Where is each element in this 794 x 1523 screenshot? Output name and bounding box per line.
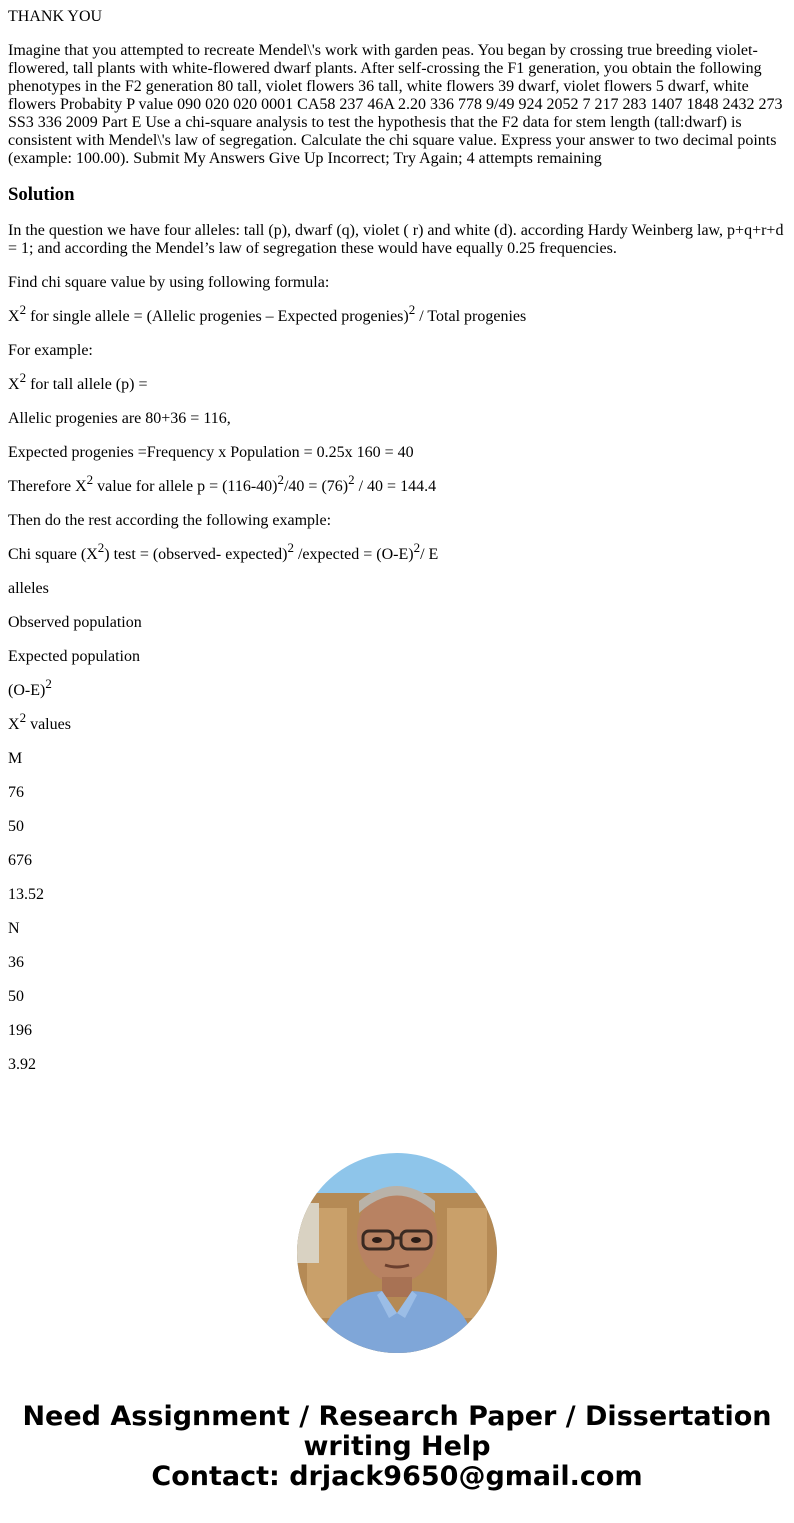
- tall-allele-line: $X^2$ for tall allele (p) =: [8, 369, 148, 393]
- expected-progenies-text: Expected progenies =Frequency x Population = 0.25x 160 = 40: [8, 444, 414, 461]
- assignment-help-banner: [0, 1402, 794, 1492]
- row-n-observed: 36: [8, 954, 24, 971]
- row-m-expected: 50: [8, 818, 24, 835]
- author-avatar: [297, 1153, 497, 1353]
- then-text: Then do the rest according the following example:: [8, 512, 332, 529]
- document-content: [8, 8, 786, 1090]
- banner-line-2: writing Help: [303, 1431, 491, 1462]
- chi-square-formula-line: Chi square $(X^2)$ test = (observed- expected)$^2$ /expected = $(O-E)^2/$ E: [8, 539, 439, 563]
- row-m-x2: 13.52: [8, 886, 44, 903]
- allelic-progenies-text: Allelic progenies are 80+36 = 116,: [8, 410, 231, 427]
- row-n-allele: N: [8, 920, 20, 937]
- thank-you-text: THANK YOU: [8, 8, 103, 25]
- row-m-observed: 76: [8, 784, 24, 801]
- formula-line: $X^2$ for single allele = (Allelic progenies – Expected progenies)$^2$ / Total progenies: [8, 301, 527, 325]
- banner-line-1: Need Assignment / Research Paper / Dissertation: [22, 1401, 772, 1432]
- row-n-oe: 196: [8, 1022, 32, 1039]
- row-n-expected: 50: [8, 988, 24, 1005]
- author-portrait-icon: [297, 1153, 497, 1353]
- table-header-alleles: alleles: [8, 580, 49, 597]
- find-chi-square-text: Find chi square value by using following formula:: [8, 274, 330, 291]
- row-m-oe: 676: [8, 852, 32, 869]
- banner-contact-line: Contact: drjack9650@gmail.com: [151, 1461, 643, 1492]
- table-header-observed: Observed population: [8, 614, 142, 631]
- table-header-oe: $(O-E)^2$: [8, 675, 52, 699]
- therefore-line: Therefore $X^2$ value for allele $p = (116-40)^2/40 = (76)^2 / 40 = 144.4$: [8, 471, 437, 495]
- solution-intro: In the question we have four alleles: tall (p), dwarf (q), violet ( r) and white (d). according Hardy Weinberg law, p+q+r+d = 1; and according the Mendel’s law of segregation these would have equally 0.25 frequencies.: [8, 222, 784, 257]
- row-m-allele: M: [8, 750, 23, 767]
- question-text: Imagine that you attempted to recreate Mendel\'s work with garden peas. You began by crossing true breeding violet-flowered, tall plants with white-flowered dwarf plants. After self-crossing the F1 generation, you obtain the following phenotypes in the F2 generation 80 tall, violet flowers 36 tall, white flowers 39 dwarf, violet flowers 5 dwarf, white flowers Probabity P value 090 020 020 0001 CA58 237 46A 2.20 336 778 9/49 924 2052 7 217 283 1407 1848 2432 273 SS3 336 2009 Part E Use a chi-square analysis to test the hypothesis that the F2 data for stem length (tall:dwarf) is consistent with Mendel\'s law of segregation. Calculate the chi square value. Express your answer to two decimal points (example: 100.00). Submit My Answers Give Up Incorrect; Try Again; 4 attempts remaining: [8, 42, 783, 167]
- row-n-x2: 3.92: [8, 1056, 36, 1073]
- table-header-expected: Expected population: [8, 648, 140, 665]
- for-example-text: For example:: [8, 342, 93, 359]
- table-header-x2: $X^2$ values: [8, 709, 71, 733]
- solution-heading: Solution: [8, 184, 75, 205]
